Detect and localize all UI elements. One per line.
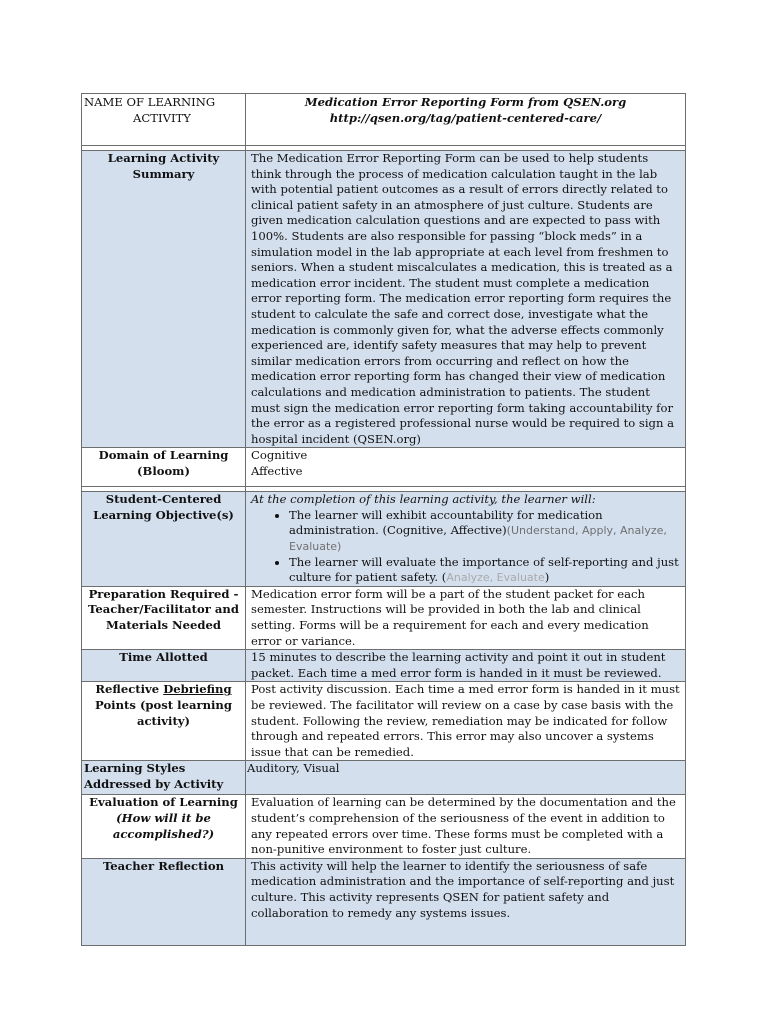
- debriefing-text: Post activity discussion. Each time a med error form is handed in it must be reviewed. The facilitator will review on a case by case basis with the student. Following the review, remediation may be indicated for follow through and repeated errors. This error may also uncover a systems issue that can be remedied.: [246, 682, 686, 761]
- row-learning-styles: [82, 761, 686, 795]
- objectives-list: [251, 508, 680, 586]
- objective-item: • The learner will exhibit accountability for medication administration. (Cognitive, Affective)(Understand, Apply, Analyze, Evaluate): [289, 508, 680, 555]
- debriefing-label: Reflective Debriefing Points (post learning activity): [82, 682, 246, 761]
- row-objectives: [82, 492, 686, 587]
- time-label: Time Allotted: [82, 650, 246, 682]
- evaluation-label: Evaluation of Learning (How will it be accomplished?): [82, 795, 246, 858]
- teacher-reflection-text: This activity will help the learner to identify the seriousness of safe medication administration and the importance of self-reporting and just culture. This activity represents QSEN for patient safety and collaboration to remedy any systems issues.: [246, 858, 686, 945]
- summary-text: The Medication Error Reporting Form can be used to help students think through the process of medication calculation taught in the lab with potential patient outcomes as a result of errors directly related to clinical patient safety in an atmosphere of just culture. Students are given medication calculation questions and are expected to pass with 100%. Students are also responsible for passing “block meds” in a simulation model in the lab appropriate at each level from freshmen to seniors. When a student miscalculates a medication, this is treated as a medication error incident. The student must complete a medication error reporting form. The medication error reporting form requires the student to calculate the safe and correct dose, investigate what the medication is commonly given for, what the adverse effects commonly experienced are, identify safety measures that may help to prevent similar medication errors from occurring and reflect on how the medication error reporting form has changed their view of medication calculations and medication administration to patients. The student must sign the medication error reporting form taking accountability for the error as a registered professional nurse would be required to sign a hospital incident (QSEN.org): [246, 151, 686, 448]
- domain-values: Cognitive Affective: [246, 448, 686, 487]
- teacher-reflection-label: Teacher Reflection: [82, 858, 246, 945]
- objective-item: • The learner will evaluate the importance of self-reporting and just culture for patient safety. (Analyze, Evaluate): [289, 555, 680, 586]
- learning-styles-label: Learning Styles Addressed by Activity: [82, 761, 246, 795]
- preparation-text: Medication error form will be a part of the student packet for each semester. Instructions will be provided in both the lab and clinical setting. Forms will be a requirement for each and every medication error or variance.: [246, 586, 686, 649]
- row-domain: [82, 448, 686, 487]
- summary-label: Learning Activity Summary: [82, 151, 246, 448]
- row-summary: [82, 151, 686, 448]
- row-time: [82, 650, 686, 682]
- row-activity-name: [82, 94, 686, 146]
- activity-title: Medication Error Reporting Form from QSEN.org: [304, 95, 627, 109]
- time-text: 15 minutes to describe the learning activity and point it out in student packet. Each time a med error form is handed in it must be reviewed.: [246, 650, 686, 682]
- activity-url: http://qsen.org/tag/patient-centered-care/: [329, 110, 602, 125]
- learning-activity-form: [81, 93, 686, 946]
- row-preparation: [82, 586, 686, 649]
- preparation-label: Preparation Required - Teacher/Facilitator and Materials Needed: [82, 586, 246, 649]
- activity-name-value: [246, 94, 686, 146]
- domain-label: Domain of Learning (Bloom): [82, 448, 246, 487]
- evaluation-text: Evaluation of learning can be determined by the documentation and the student’s comprehension of the seriousness of the event in addition to any repeated errors over time. These forms must be completed with a non-punitive environment to foster just culture.: [246, 795, 686, 858]
- row-teacher-reflection: [82, 858, 686, 945]
- objectives-label: Student-Centered Learning Objective(s): [82, 492, 246, 587]
- objectives-intro: At the completion of this learning activity, the learner will:: [251, 492, 596, 507]
- row-debriefing: [82, 682, 686, 761]
- activity-name-label: NAME OF LEARNING ACTIVITY: [82, 94, 246, 146]
- learning-styles-text: Auditory, Visual: [246, 761, 686, 795]
- objectives-content: [246, 492, 686, 587]
- row-evaluation: [82, 795, 686, 858]
